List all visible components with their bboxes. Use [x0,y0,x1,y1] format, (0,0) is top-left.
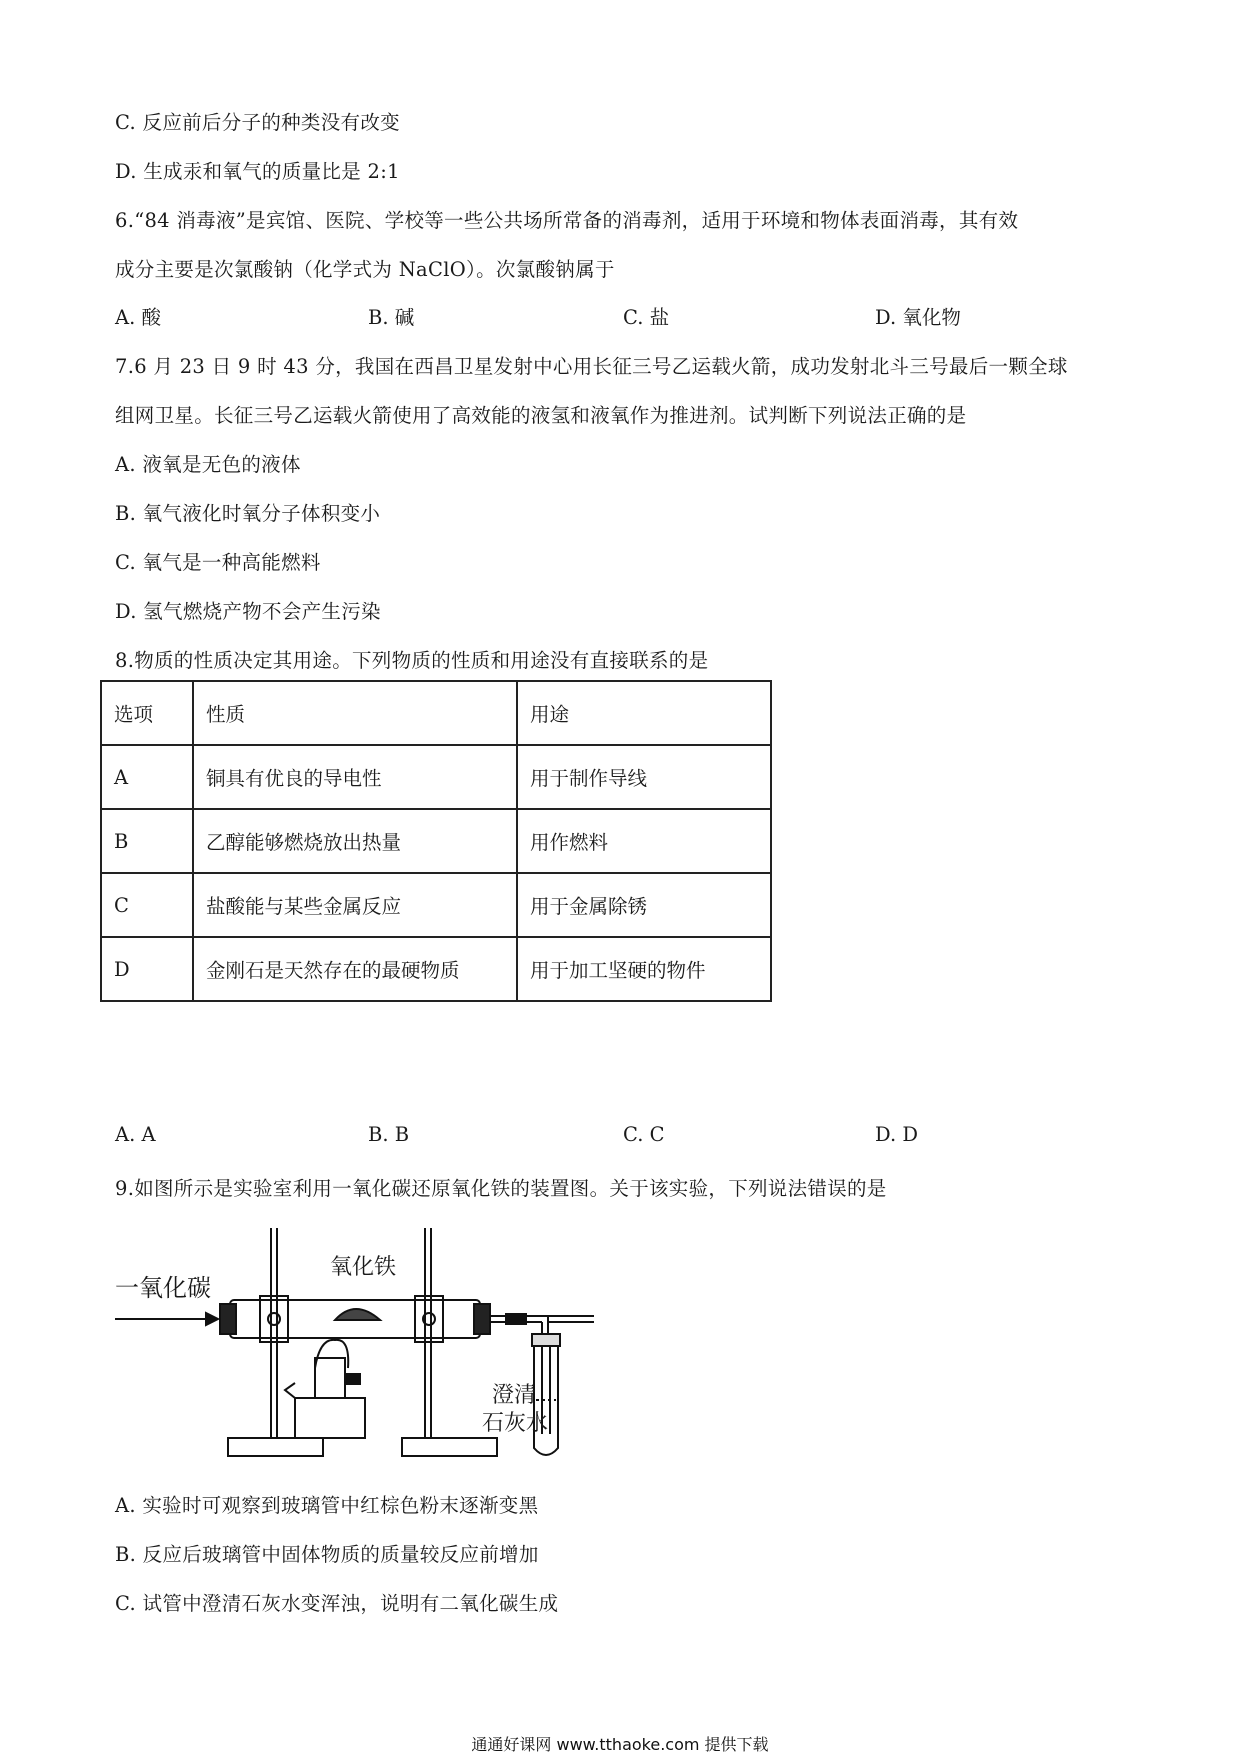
table-row [101,809,771,873]
label-iron-oxide: 氧化铁 [330,1255,397,1280]
q7-option-c: C. 氧气是一种高能燃料 [115,551,321,574]
q6-option-b: B. 碱 [368,306,415,329]
table-cell: 用于制作导线 [517,745,771,809]
apparatus-labels [110,1228,630,1468]
q9-option-a: A. 实验时可观察到玻璃管中红棕色粉末逐渐变黑 [115,1494,539,1517]
table-header-cell: 选项 [101,681,193,745]
table-row [101,937,771,1001]
q6-stem-line1: 6.“84 消毒液”是宾馆、医院、学校等一些公共场所常备的消毒剂，适用于环境和物体表面消毒，其有效 [115,209,1019,232]
q8-options [115,1123,1015,1153]
table-cell: B [101,809,193,873]
label-carbon-monoxide: 一氧化碳 [115,1274,211,1302]
table-row [101,745,771,809]
table-cell: 金刚石是天然存在的最硬物质 [193,937,517,1001]
table-header-cell: 性质 [193,681,517,745]
label-limewater: 石灰水 [482,1411,549,1436]
q7-option-d: D. 氢气燃烧产物不会产生污染 [115,600,381,623]
q8-stem: 8.物质的性质决定其用途。下列物质的性质和用途没有直接联系的是 [115,649,709,672]
table-cell: 用作燃料 [517,809,771,873]
q6-options [115,302,1015,332]
table-cell: C [101,873,193,937]
q5-option-c: C. 反应前后分子的种类没有改变 [115,111,400,134]
table-cell: 铜具有优良的导电性 [193,745,517,809]
table-cell: 用于金属除锈 [517,873,771,937]
table-cell: 盐酸能与某些金属反应 [193,873,517,937]
q6-option-a: A. 酸 [115,306,161,329]
q8-option-d: D. D [875,1123,918,1146]
q8-option-a: A. A [115,1123,156,1146]
q8-option-b: B. B [368,1123,410,1146]
q9-option-c: C. 试管中澄清石灰水变浑浊，说明有二氧化碳生成 [115,1592,559,1615]
q7-stem-line1: 7.6 月 23 日 9 时 43 分，我国在西昌卫星发射中心用长征三号乙运载火箭，成功发射北斗三号最后一颗全球 [115,355,1068,378]
q6-option-c: C. 盐 [623,306,670,329]
table-header-row [101,681,771,745]
q8-table [100,680,772,1002]
table-cell: 乙醇能够燃烧放出热量 [193,809,517,873]
q8-option-c: C. C [623,1123,665,1146]
page-footer: 通通好课网 www.tthaoke.com 提供下载 [471,1735,769,1754]
q7-stem-line2: 组网卫星。长征三号乙运载火箭使用了高效能的液氢和液氧作为推进剂。试判断下列说法正确的是 [115,404,967,427]
q6-stem-line2: 成分主要是次氯酸钠（化学式为 NaClO）。次氯酸钠属于 [115,258,615,281]
q6-option-d: D. 氧化物 [875,306,961,329]
label-clear: 澄清 [492,1383,537,1408]
table-cell: A [101,745,193,809]
table-cell: 用于加工坚硬的物件 [517,937,771,1001]
table-cell: D [101,937,193,1001]
q7-option-b: B. 氧气液化时氧分子体积变小 [115,502,381,525]
q9-option-b: B. 反应后玻璃管中固体物质的质量较反应前增加 [115,1543,539,1566]
table-row [101,873,771,937]
q7-option-a: A. 液氧是无色的液体 [115,453,301,476]
table-header-cell: 用途 [517,681,771,745]
q9-stem: 9.如图所示是实验室利用一氧化碳还原氧化铁的装置图。关于该实验，下列说法错误的是 [115,1177,887,1200]
q5-option-d: D. 生成汞和氧气的质量比是 2:1 [115,160,400,183]
